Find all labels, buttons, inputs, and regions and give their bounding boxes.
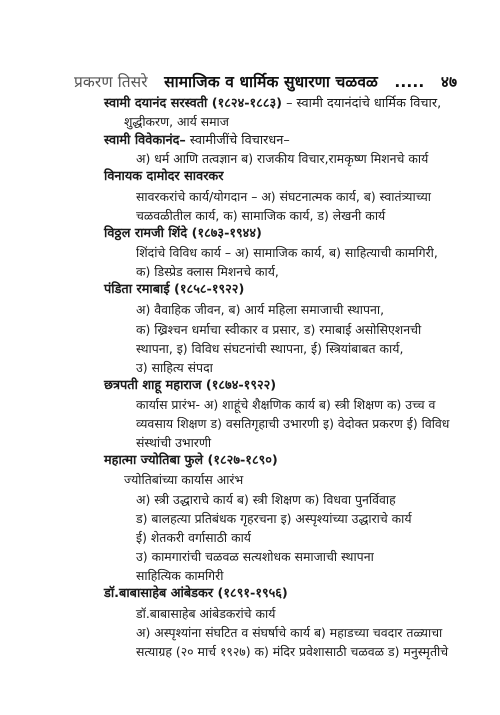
entry-line: ई) शेतकरी वर्गासाठी कार्य bbox=[136, 530, 251, 545]
entry-name: विनायक दामोदर सावरकर bbox=[104, 169, 224, 184]
entry-line: ड) बालहत्या प्रतिबंधक गृहरचना इ) अस्पृश्यांच्या उद्धाराचे कार्य bbox=[136, 511, 412, 526]
entry-heading-rest: स्वामीजींचे विचारधन– bbox=[185, 133, 290, 148]
entry-name: विठ्ठल रामजी शिंदे (१८७३-१९४४) bbox=[104, 226, 262, 241]
entry-line: कार्यास प्रारंभ- अ) शाहूंचे शैक्षणिक कार्य ब) स्त्री शिक्षण क) उच्च व bbox=[136, 397, 436, 412]
entry-line: अ) स्त्री उद्धाराचे कार्य ब) स्त्री शिक्षण क) विधवा पुनर्विवाह bbox=[136, 492, 396, 507]
entry-heading bbox=[104, 169, 224, 185]
entry-line: क) ख्रिश्चन धर्माचा स्वीकार व प्रसार, ड) रमाबाई असोसिएशनची bbox=[136, 322, 422, 337]
entry-line: चळवळीतील कार्य, क) सामाजिक कार्य, ड) लेखनी कार्य bbox=[136, 208, 386, 223]
entry-line: अ) धर्म आणि तत्वज्ञान ब) राजकीय विचार,रामकृष्ण मिशनचे कार्य bbox=[136, 151, 429, 166]
entry-heading bbox=[104, 133, 290, 149]
entry-line: डॉ.बाबासाहेब आंबेडकरांचे कार्य bbox=[136, 606, 276, 621]
entry-name: डॉ.बाबासाहेब आंबेडकर (१८९१-१९५६) bbox=[104, 586, 288, 601]
entry-heading bbox=[104, 586, 288, 602]
entry-line: सावरकरांचे कार्य/योगदान – अ) संघटनात्मक कार्य, ब) स्वातंत्र्याच्या bbox=[136, 189, 432, 204]
entry-name: स्वामी विवेकानंद– bbox=[104, 133, 186, 148]
entry-line: अ) वैवाहिक जीवन, ब) आर्य महिला समाजाची स्थापना, bbox=[136, 302, 385, 317]
chapter-label: प्रकरण तिसरे bbox=[74, 73, 148, 91]
entry-line: शुद्धीकरण, आर्य समाज bbox=[124, 114, 229, 129]
page-number: ४७ bbox=[440, 73, 458, 91]
leader-dots: ..... bbox=[394, 73, 425, 91]
entry-line: उ) साहित्य संपदा bbox=[136, 360, 213, 375]
entry-line: ज्योतिबांच्या कार्यास आरंभ bbox=[124, 472, 244, 487]
entry-line: स्थापना, इ) विविध संघटनांची स्थापना, ई) स्त्रियांबाबत कार्य, bbox=[136, 341, 404, 356]
entry-line: व्यवसाय शिक्षण ड) वसतिगृहाची उभारणी इ) वेदोक्त प्रकरण ई) विविध bbox=[136, 416, 450, 431]
entry-line: क) डिस्प्रेड क्लास मिशनचे कार्य, bbox=[136, 264, 279, 279]
entry-line: सत्याग्रह (२० मार्च १९२७) क) मंदिर प्रवेशासाठी चळवळ ड) मनुस्मृतीचे bbox=[136, 644, 449, 659]
chapter-heading bbox=[74, 70, 457, 92]
entry-heading bbox=[104, 96, 441, 112]
entry-heading bbox=[104, 378, 276, 394]
entry-heading-rest: – स्वामी दयानंदांचे धार्मिक विचार, bbox=[282, 96, 442, 111]
entry-heading bbox=[104, 226, 262, 242]
entry-line: साहित्यिक कामगिरी bbox=[136, 568, 224, 583]
entry-name: महात्मा ज्योतिबा फुले (१८२७-१८९०) bbox=[104, 453, 278, 468]
entry-heading bbox=[104, 282, 244, 298]
entry-line: संस्थांची उभारणी bbox=[136, 435, 212, 450]
entry-line: अ) अस्पृश्यांना संघटित व संघर्षाचे कार्य ब) महाडच्या चवदार तळ्याचा bbox=[136, 625, 443, 640]
entry-heading bbox=[104, 453, 278, 469]
entry-line: शिंदांचे विविध कार्य – अ) सामाजिक कार्य, ब) साहित्याची कामगिरी, bbox=[136, 245, 438, 260]
chapter-title: सामाजिक व धार्मिक सुधारणा चळवळ bbox=[164, 73, 378, 91]
entry-name: स्वामी दयानंद सरस्वती (१८२४-१८८३) bbox=[104, 96, 282, 111]
entry-line: उ) कामगारांची चळवळ सत्यशोधक समाजाची स्थापना bbox=[136, 549, 374, 564]
entry-name: पंडिता रमाबाई (१८५८-१९२२) bbox=[104, 282, 245, 297]
entry-name: छत्रपती शाहू महाराज (१८७४-१९२२) bbox=[104, 378, 277, 393]
